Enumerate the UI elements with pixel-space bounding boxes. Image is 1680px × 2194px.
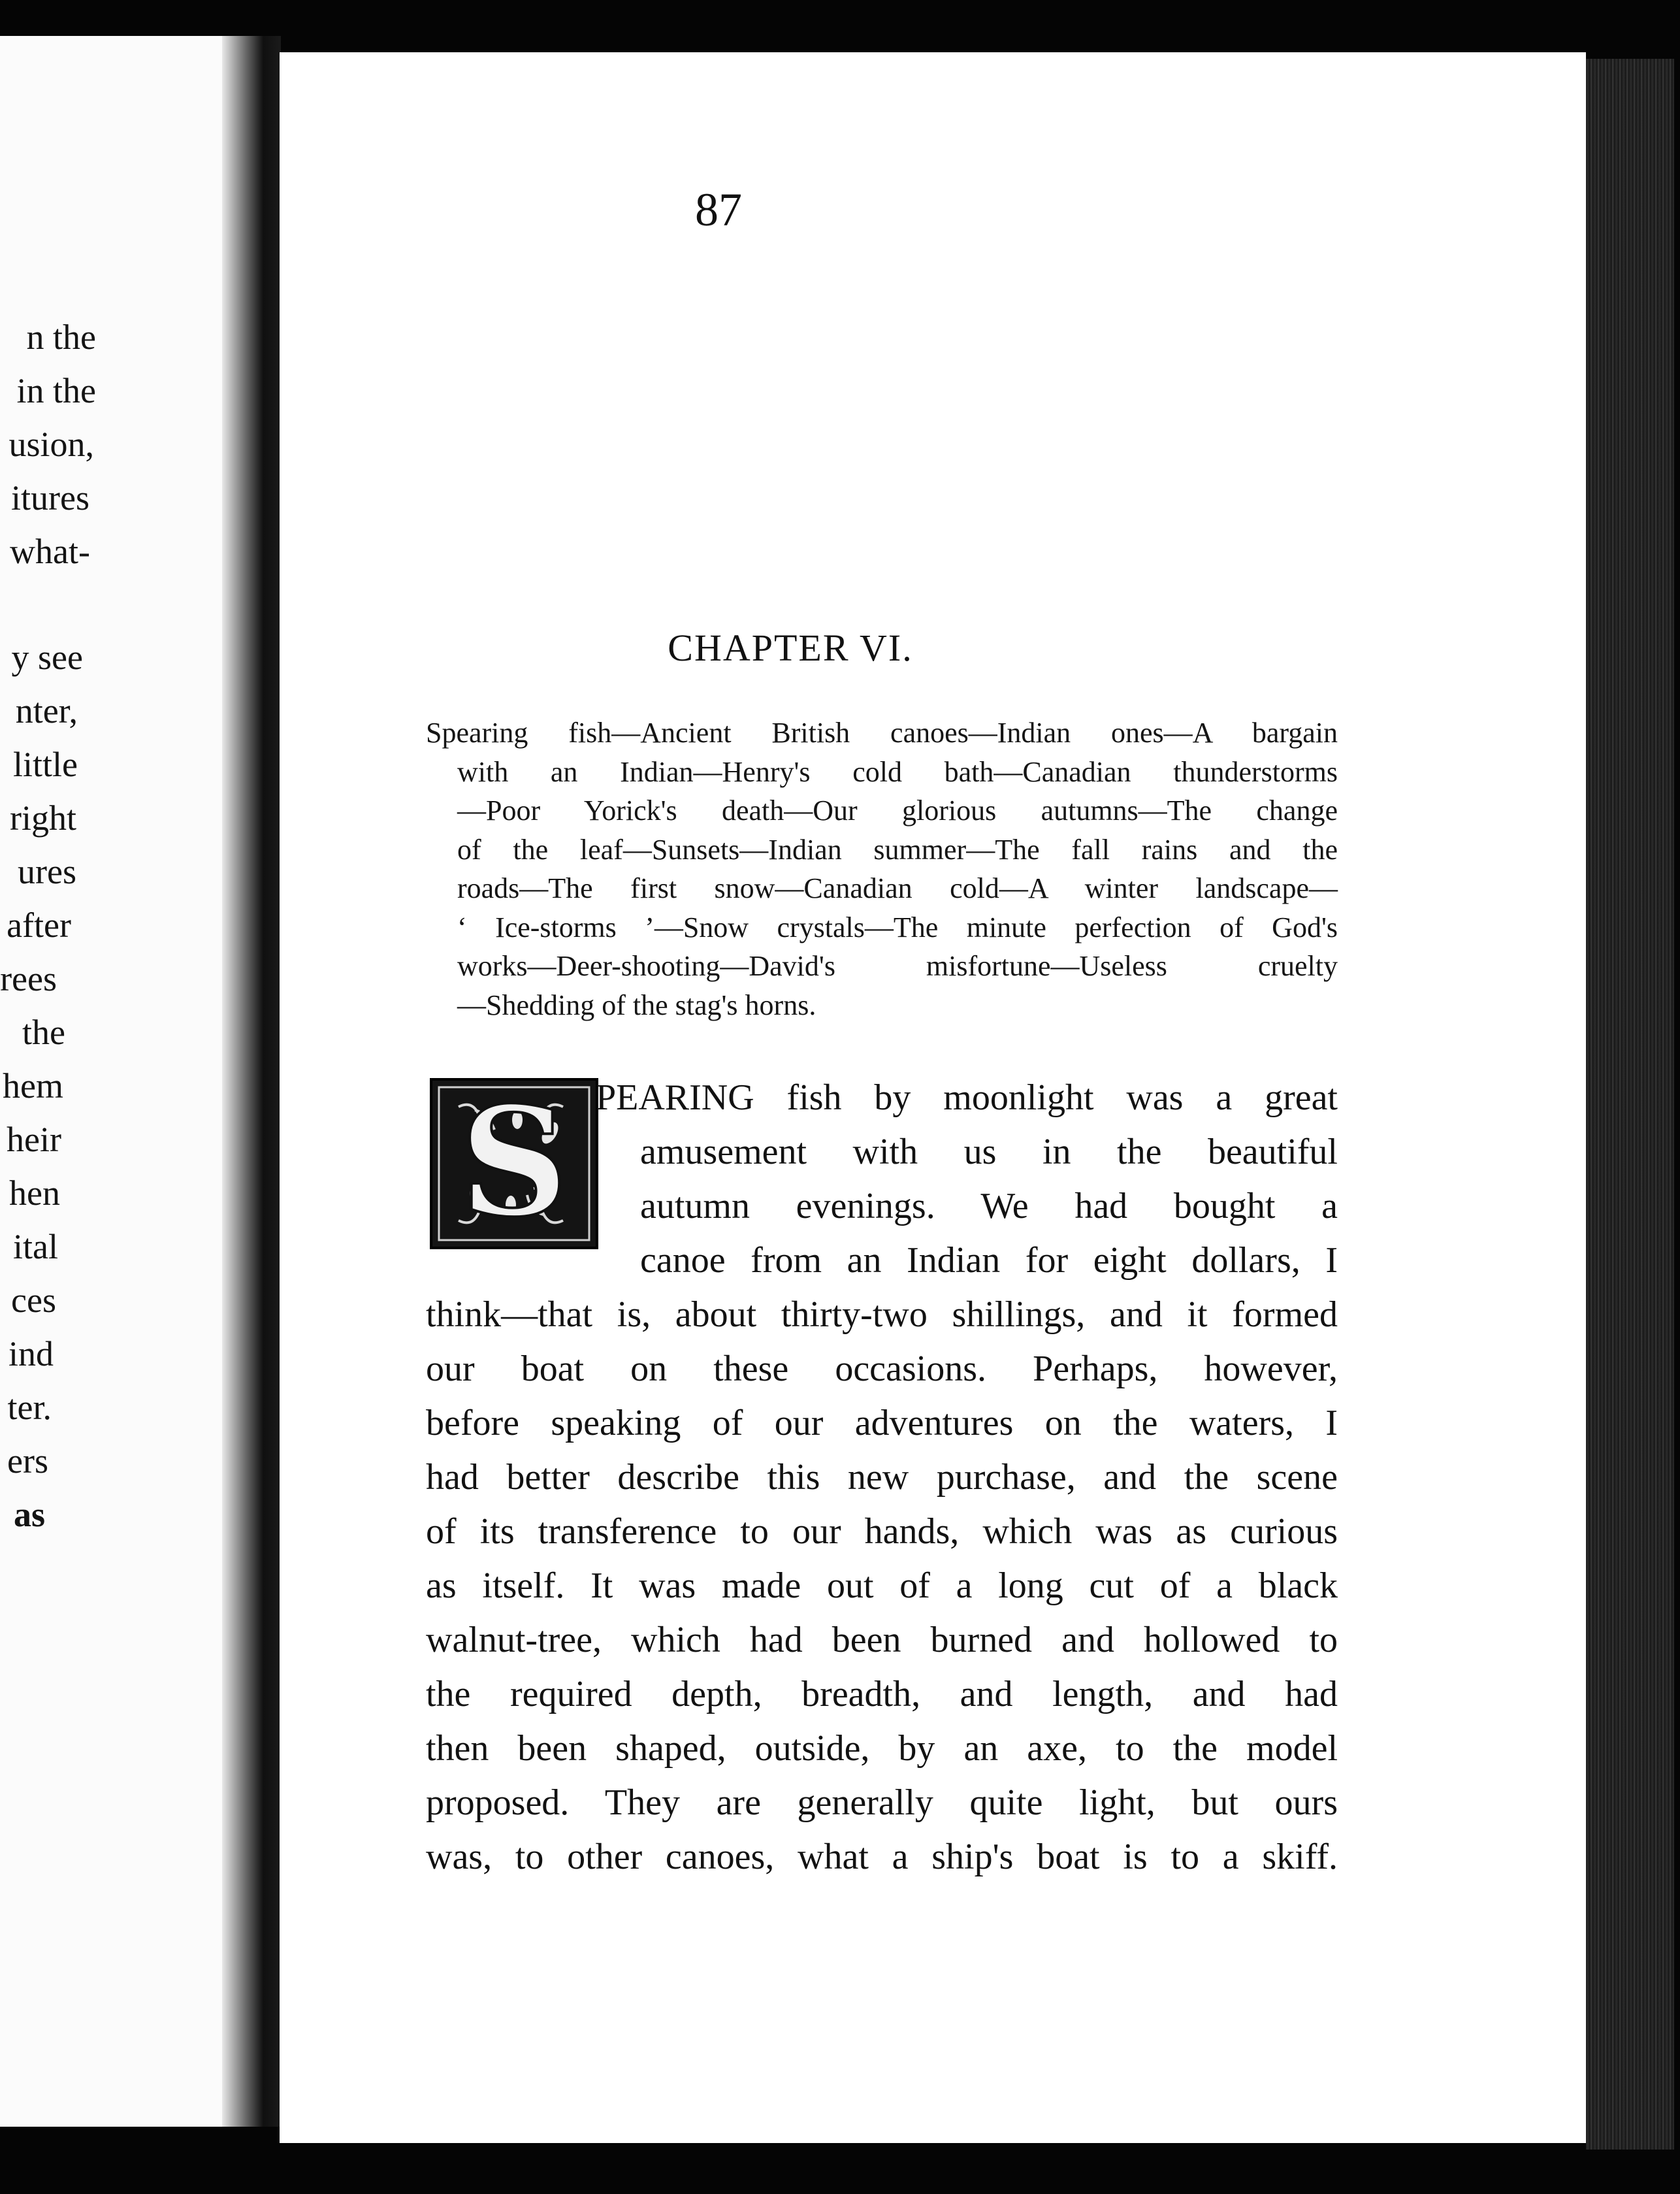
page-edges (1586, 59, 1674, 2150)
synopsis-line: —Poor Yorick's death—Our glorious autumns—The change (457, 794, 1338, 827)
book-gutter (222, 36, 281, 2127)
left-page-fragment: after (7, 906, 71, 945)
left-page-fragment: heir (7, 1120, 61, 1159)
left-page-fragment: ter. (7, 1388, 52, 1427)
synopsis-line: of the leaf—Sunsets—Indian summer—The fall rains and the (457, 833, 1338, 866)
chapter-synopsis (426, 713, 1340, 1024)
left-page-fragment: ces (11, 1281, 56, 1320)
left-page-fragment: what- (10, 532, 90, 571)
body-line: before speaking of our adventures on the waters, I (426, 1403, 1338, 1443)
chapter-title: CHAPTER VI. (668, 627, 913, 669)
left-page-fragment: y see (11, 638, 83, 677)
synopsis-line: ‘ Ice-storms ’—Snow crystals—The minute perfection of God's (457, 911, 1338, 943)
left-page (0, 36, 243, 2127)
synopsis-line: roads—The first snow—Canadian cold—A winter landscape— (457, 872, 1338, 904)
left-page-fragment: n the (26, 318, 96, 357)
synopsis-line: Spearing fish—Ancient British canoes—Indian ones—A bargain (426, 717, 1338, 749)
body-line: proposed. They are generally quite light, but ours (426, 1782, 1338, 1823)
synopsis-line: —Shedding of the stag's horns. (457, 989, 816, 1021)
dropcap-letter: S (459, 1081, 569, 1247)
left-page-fragment: rees (0, 959, 57, 998)
left-page-fragment: usion, (8, 425, 94, 464)
left-page-fragment: ind (8, 1334, 54, 1373)
body-line: think—that is, about thirty-two shillings, and it formed (426, 1294, 1338, 1335)
body-line: our boat on these occasions. Perhaps, however, (426, 1349, 1338, 1389)
body-line: amusement with us in the beautiful (640, 1132, 1338, 1172)
left-page-fragment: the (22, 1013, 65, 1052)
body-line: autumn evenings. We had bought a (640, 1186, 1338, 1226)
body-line: then been shaped, outside, by an axe, to the model (426, 1728, 1338, 1769)
left-page-fragment: little (13, 745, 78, 784)
left-page-fragment: ers (7, 1441, 48, 1481)
dropcap-illustration (430, 1078, 598, 1249)
body-line: canoe from an Indian for eight dollars, I (640, 1240, 1338, 1281)
synopsis-line: works—Deer-shooting—David's misfortune—Useless cruelty (457, 950, 1338, 982)
left-page-fragment: right (10, 798, 76, 838)
left-page-fragment: ital (13, 1227, 58, 1266)
left-page-fragment: nter, (15, 691, 78, 730)
synopsis-line: with an Indian—Henry's cold bath—Canadian thunderstorms (457, 755, 1338, 788)
body-line: walnut-tree, which had been burned and hollowed to (426, 1620, 1338, 1660)
left-page-fragment: itures (11, 478, 89, 517)
body-line: was, to other canoes, what a ship's boat is to a skiff. (426, 1837, 1338, 1877)
body-line: the required depth, breadth, and length, and had (426, 1674, 1338, 1714)
left-page-fragment: hem (3, 1066, 63, 1105)
left-page-fragment: in the (16, 371, 96, 410)
left-page-fragment: hen (9, 1173, 60, 1213)
page-number: 87 (695, 184, 742, 236)
left-page-fragment: as (13, 1495, 45, 1534)
body-line: as itself. It was made out of a long cut of a black (426, 1565, 1338, 1606)
body-line: of its transference to our hands, which was as curious (426, 1511, 1338, 1552)
left-page-fragment: ures (18, 852, 76, 891)
body-line: PEARING fish by moonlight was a great (596, 1077, 1338, 1118)
body-line: had better describe this new purchase, and the scene (426, 1457, 1338, 1498)
